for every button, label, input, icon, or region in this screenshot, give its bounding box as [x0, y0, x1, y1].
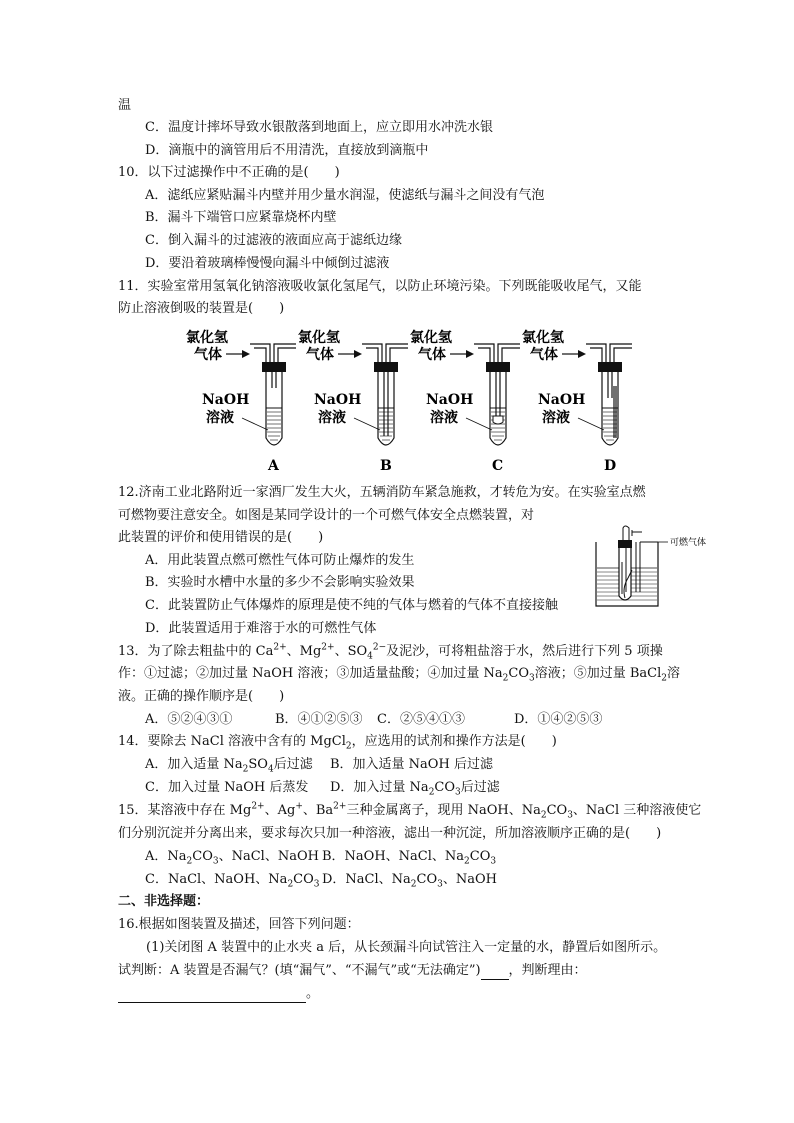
- q13-stem-line3: 液。正确的操作顺序是( ): [118, 689, 285, 704]
- gas-label-line1: 氯化氢: [298, 330, 340, 346]
- q10-option-c: C．倒入漏斗的过滤液的液面应高于滤纸边缘: [145, 233, 402, 248]
- q11-stem-line2: 防止溶液倒吸的装置是( ): [118, 301, 285, 316]
- q16-stem: 16.根据如图装置及描述，回答下列问题：: [118, 917, 360, 932]
- q15-option-c: C．NaCl、NaOH、$Na_2CO_3$: [145, 872, 320, 890]
- solution-label-line2: 溶液: [542, 410, 570, 426]
- solution-label-line2: 溶液: [430, 410, 458, 426]
- continued-text: 温: [118, 98, 132, 113]
- apparatus-d: [522, 329, 632, 474]
- q12-option-d: D．此装置适用于难溶于水的可燃性气体: [145, 621, 377, 636]
- answer-blank-1[interactable]: [481, 965, 509, 980]
- q13-option-a: A．⑤②④③①: [145, 712, 233, 727]
- q12-safety-ignition-figure: [592, 522, 712, 612]
- label-c: C: [492, 458, 504, 474]
- apparatus-a: [186, 329, 296, 474]
- q14-option-d: D．加入过量 $Na_2CO_3$后过滤: [330, 780, 500, 798]
- combustible-gas-label: 可燃气体: [670, 538, 707, 548]
- solution-label-line1: NaOH: [426, 392, 474, 408]
- q11-stem-line1: 11．实验室常用氢氧化钠溶液吸收氯化氢尾气，以防止环境污染。下列既能吸收尾气，又能: [118, 279, 642, 294]
- gas-label-line2: 气体: [418, 347, 446, 363]
- q12-stem-line3: 此装置的评价和使用错误的是( ): [118, 530, 324, 545]
- gas-label-line1: 氯化氢: [410, 330, 452, 346]
- q10-option-a: A．滤纸应紧贴漏斗内壁并用少量水润湿，使滤纸与漏斗之间没有气泡: [145, 188, 545, 203]
- solution-label-line1: NaOH: [202, 392, 250, 408]
- q12-stem-line1: 12.济南工业北路附近一家酒厂发生大火，五辆消防车紧急施救，才转危为安。在实验室点燃: [118, 485, 646, 500]
- solution-label-line2: 溶液: [206, 410, 234, 426]
- q13-stem-line1: 13．为了除去粗盐中的 $Ca^{2+}$、$Mg^{2+}$、$SO_4^{2-}$及泥沙，可将粗盐溶于水，然后进行下列 5 项操: [118, 642, 663, 662]
- q16-part1-line1: (1)关闭图 A 装置中的止水夹 a 后，从长颈漏斗向试管注入一定量的水，静置后如图所示。: [146, 940, 667, 955]
- q9-option-d: D．滴瓶中的滴管用后不用清洗，直接放到滴瓶中: [145, 143, 429, 158]
- label-d: D: [604, 458, 617, 474]
- q12-option-b: B．实验时水槽中水量的多少不会影响实验效果: [145, 575, 415, 590]
- gas-label-line2: 气体: [530, 347, 558, 363]
- apparatus-c: [410, 329, 520, 474]
- answer-blank-2[interactable]: [118, 988, 306, 1003]
- q10-stem: 10．以下过滤操作中不正确的是( ): [118, 165, 340, 180]
- q16-part1-line3: 。: [118, 985, 319, 1003]
- q10-option-d: D．要沿着玻璃棒慢慢向漏斗中倾倒过滤液: [145, 256, 390, 271]
- apparatus-b: [298, 329, 408, 474]
- q15-stem-line1: 15．某溶液中存在 $Mg^{2+}$、Ag+、$Ba^{2+}$三种金属离子，现用 NaOH、$Na_2CO_3$、NaCl 三种溶液使它: [118, 801, 702, 821]
- solution-label-line2: 溶液: [318, 410, 346, 426]
- solution-label-line1: NaOH: [314, 392, 362, 408]
- q14-option-a: A．加入适量 $Na_2SO_4$后过滤: [145, 757, 313, 775]
- gas-label-line2: 气体: [194, 347, 222, 363]
- q13-option-d: D．①④②⑤③: [514, 712, 603, 727]
- q15-option-a: A．$Na_2CO_3$、NaCl、NaOH: [145, 849, 319, 867]
- q14-option-b: B．加入适量 NaOH 后过滤: [330, 757, 493, 772]
- label-a: A: [268, 458, 279, 474]
- q14-option-c: C．加入过量 NaOH 后蒸发: [145, 780, 309, 795]
- q15-stem-line2: 们分别沉淀并分离出来，要求每次只加一种溶液，滤出一种沉淀，所加溶液顺序正确的是( ): [118, 826, 662, 841]
- q13-option-b: B．④①②⑤③: [275, 712, 363, 727]
- q16-part1-line2: 试判断：A 装置是否漏气？(填“漏气”、“不漏气”或“无法确定”) ，判断理由：: [118, 963, 587, 978]
- q10-option-b: B．漏斗下端管口应紧靠烧杯内壁: [145, 210, 337, 225]
- q12-option-c: C．此装置防止气体爆炸的原理是使不纯的气体与燃着的气体不直接接触: [145, 598, 558, 613]
- label-b: B: [380, 458, 392, 474]
- q11-apparatus-figure: [180, 326, 640, 476]
- q14-stem: 14．要除去 NaCl 溶液中含有的 MgCl$_2$，应选用的试剂和操作方法是( ): [118, 734, 557, 752]
- section-title-nonchoice: 二、非选择题：: [118, 894, 210, 909]
- q13-option-c: C．②⑤④①③: [377, 712, 465, 727]
- solution-label-line1: NaOH: [538, 392, 586, 408]
- gas-label-line1: 氯化氢: [522, 330, 564, 346]
- gas-label-line2: 气体: [306, 347, 334, 363]
- q12-stem-line2: 可燃物要注意安全。如图是某同学设计的一个可燃气体安全点燃装置，对: [118, 508, 535, 523]
- q9-option-c: C．温度计摔坏导致水银散落到地面上，应立即用水冲洗水银: [145, 120, 493, 135]
- q13-stem-line2: 作：①过滤；②加过量 NaOH 溶液；③加适量盐酸；④加过量 $Na_2CO_3$溶液；⑤加过量 BaCl$_2$溶: [118, 666, 681, 684]
- q12-option-a: A．用此装置点燃可燃性气体可防止爆炸的发生: [145, 553, 415, 568]
- gas-label-line1: 氯化氢: [186, 330, 228, 346]
- q15-option-d: D．NaCl、$Na_2CO_3$、NaOH: [322, 872, 497, 890]
- q15-option-b: B．NaOH、NaCl、$Na_2CO_3$: [322, 849, 497, 867]
